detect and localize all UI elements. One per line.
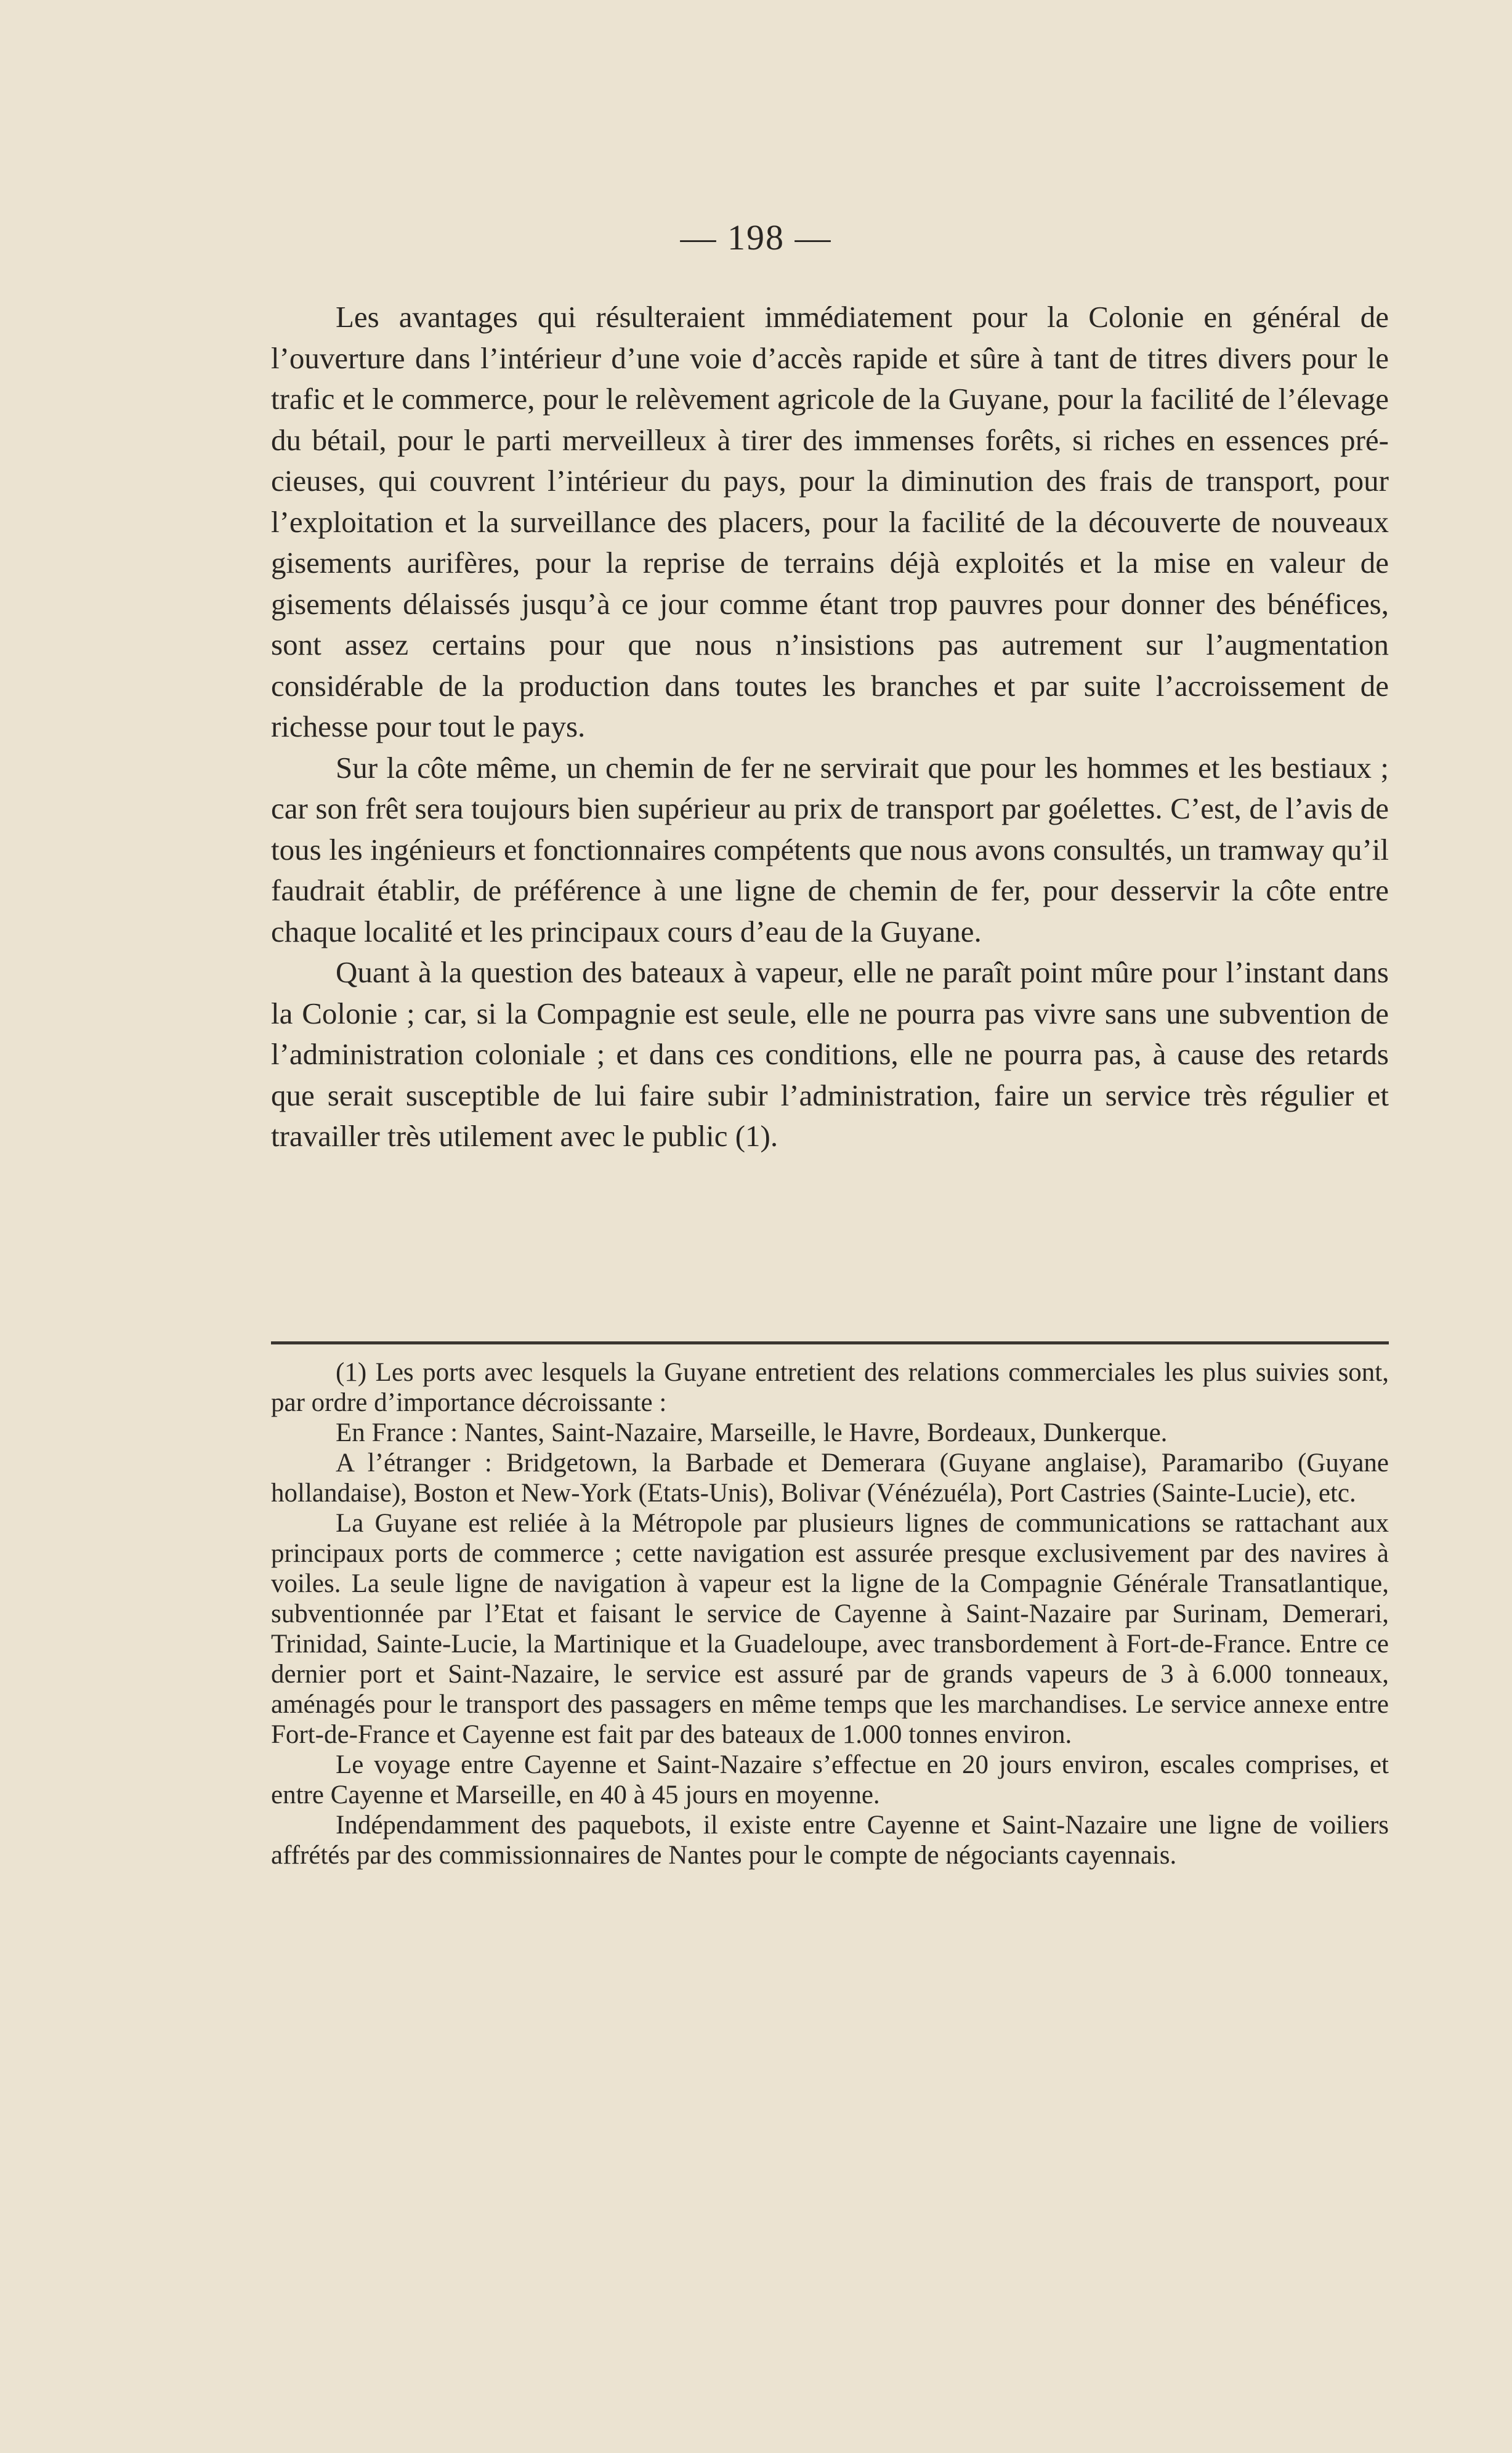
- footnote-separator: [271, 1341, 1389, 1344]
- footnote-paragraph: (1) Les ports avec lesquels la Guyane entretient des relations commerciales les plus suivies sont, par ordre d’importance décroissante :: [271, 1358, 1389, 1417]
- body-paragraph: Les avantages qui résulteraient immédiatement pour la Colonie en général de l’ouverture dans l’intérieur d’une voie d’accès rapide et sûre à tant de titres divers pour le trafic et le commerce, pour le relèvement agricole de la Guyane, pour la facilité de l’élevage du bétail, pour le parti merveilleux à tirer des immenses forêts, si riches en essences précieuses, qui couvrent l’intérieur du pays, pour la diminution des frais de transport, pour l’exploitation et la surveillance des placers, pour la facilité de la découverte de nouveaux gisements aurifères, pour la reprise de terrains déjà exploités et la mise en valeur de gisements délaissés jusqu’à ce jour comme étant trop pauvres pour donner des bénéfices, sont assez certains pour que nous n’insistions pas autrement sur l’augmentation considérable de la production dans toutes les branches et par suite l’accroissement de richesse pour tout le pays.: [271, 300, 1389, 743]
- body-paragraph: Sur la côte même, un chemin de fer ne servirait que pour les hommes et les bestiaux ; car son frêt sera toujours bien supérieur au prix de transport par goélettes. C’est, de l’avis de tous les ingénieurs et fonctionnaires compétents que nous avons consultés, un tramway qu’il faudrait établir, de préférence à une ligne de chemin de fer, pour desservir la côte entre chaque localité et les principaux cours d’eau de la Guyane.: [271, 750, 1389, 948]
- footnotes: [271, 1357, 1389, 1870]
- body-paragraph: Quant à la question des bateaux à vapeur, elle ne paraît point mûre pour l’instant dans la Colonie ; car, si la Compagnie est seule, elle ne pourra pas vivre sans une subvention de l’administration coloniale ; et dans ces conditions, elle ne pourra pas, à cause des retards que serait susceptible de lui faire subir l’administration, faire un service très régulier et travailler très utilement avec le public (1).: [271, 955, 1389, 1153]
- footnote-paragraph: Le voyage entre Cayenne et Saint-Nazaire s’effectue en 20 jours environ, escales comprises, et entre Cayenne et Marseille, en 40 à 45 jours en moyenne.: [271, 1750, 1389, 1809]
- main-text: [271, 297, 1389, 1157]
- page-number: — 198 —: [680, 217, 832, 257]
- footnote-paragraph: La Guyane est reliée à la Métropole par plusieurs lignes de communications se rattachant aux principaux ports de commerce ; cette navigation est assurée presque exclusivement par des navires à voiles. La seule ligne de navigation à vapeur est la ligne de la Compagnie Générale Transatlantique, subventionnée par l’Etat et faisant le service de Cayenne à Saint-Nazaire par Surinam, Demerari, Trinidad, Sainte-Lucie, la Martinique et la Guadeloupe, avec transbordement à Fort-de-France. Entre ce dernier port et Saint-Nazaire, le service est assuré par de grands vapeurs de 3 à 6.000 tonneaux, aménagés pour le transport des passagers en même temps que les marchandises. Le service annexe entre Fort-de-France et Cayenne est fait par des bateaux de 1.000 tonnes environ.: [271, 1509, 1389, 1749]
- footnote-paragraph: A l’étranger : Bridgetown, la Barbade et Demerara (Guyane anglaise), Paramaribo (Guyane hollandaise), Boston et New-York (Etats-Unis), Bolivar (Vénézuéla), Port Castries (Sainte-Lucie), etc.: [271, 1449, 1389, 1508]
- footnote-paragraph: En France : Nantes, Saint-Nazaire, Marseille, le Havre, Bordeaux, Dunkerque.: [336, 1418, 1168, 1447]
- footnote-paragraph: Indépendamment des paquebots, il existe entre Cayenne et Saint-Nazaire une ligne de voiliers affrétés par des commissionnaires de Nantes pour le compte de négociants cayennais.: [271, 1811, 1389, 1870]
